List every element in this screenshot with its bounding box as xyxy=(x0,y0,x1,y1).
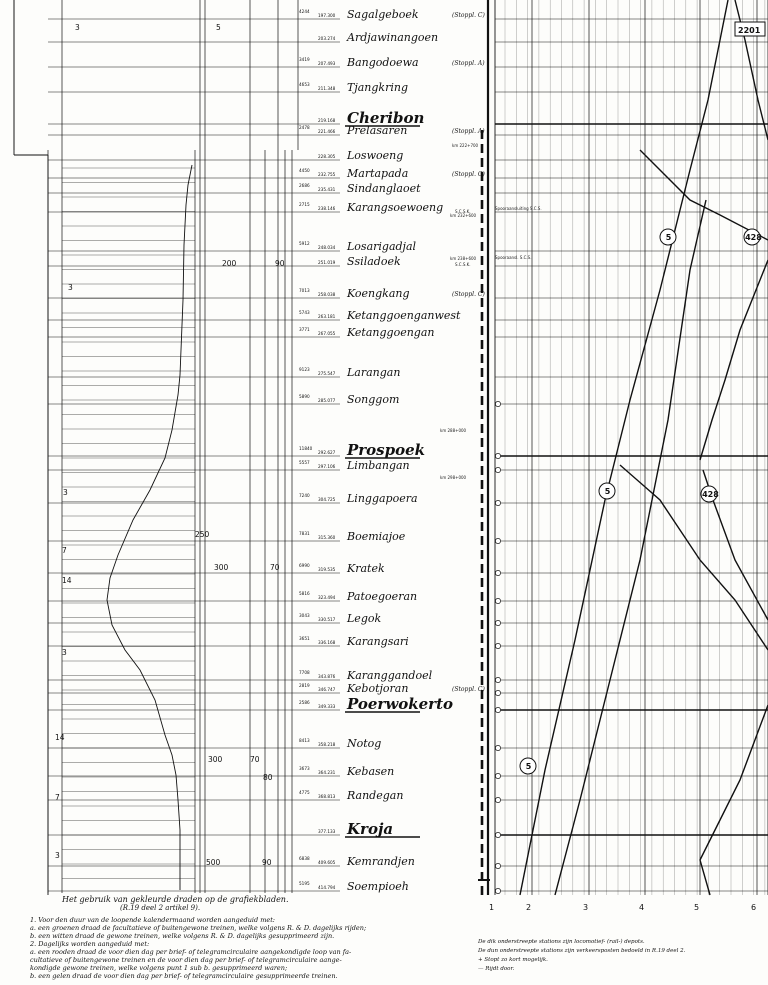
legend-right-line: De dun onderstreepte stations zijn verkeersposten bedoeld in R.19 deel 2. xyxy=(478,948,686,954)
table-value: 70 xyxy=(250,755,260,764)
station-km: 203.274 xyxy=(318,36,336,41)
station-name: Soempioeh xyxy=(347,880,409,893)
station-name: Ssiladoek xyxy=(347,255,401,268)
legend-right xyxy=(478,938,766,974)
station-km: 235.431 xyxy=(318,187,336,192)
gradient-value: 5 xyxy=(216,23,221,32)
station-name: Randegan xyxy=(347,789,404,802)
km-annotation: Spooraansl. S.C.S. xyxy=(495,255,532,260)
station-name: Prelasaren xyxy=(347,124,408,137)
legend-line: cultatieve of buitengewone treinen en de voor dien dag per brief- of telegramcirculaire aange- xyxy=(30,956,342,964)
station-km: 349.333 xyxy=(318,704,336,709)
train-number: 5 xyxy=(604,487,611,496)
station-distance: 7240 xyxy=(299,493,310,498)
train-path xyxy=(735,0,768,140)
train-path xyxy=(620,465,768,650)
time-axis-tick: 5 xyxy=(694,903,700,912)
stop-marker xyxy=(495,797,500,802)
station-distance: 7831 xyxy=(299,531,310,536)
stop-marker xyxy=(495,538,500,543)
station-km: 323.494 xyxy=(318,595,336,600)
time-axis-tick: 6 xyxy=(751,903,757,912)
station-name: Boemiajoe xyxy=(347,530,406,543)
station-distance: 9123 xyxy=(299,367,310,372)
gradient-value: 14 xyxy=(55,733,65,742)
gradient-value: 3 xyxy=(75,23,80,32)
station-distance: 3043 xyxy=(299,613,310,618)
legend-right-line: De dik onderstreepte stations zijn locomotief- (rail-) depots. xyxy=(478,939,645,945)
station-note: (Stoppl. C) xyxy=(452,12,485,19)
elevation-profile-line xyxy=(107,165,192,890)
table-value: 90 xyxy=(262,858,272,867)
station-name: Kratek xyxy=(347,562,385,575)
station-name: Karanggandoel xyxy=(347,669,433,682)
station-name: Legok xyxy=(347,612,382,625)
train-path xyxy=(700,260,768,460)
station-name: Limbangan xyxy=(347,459,410,472)
stop-marker xyxy=(495,598,500,603)
stop-marker xyxy=(495,467,500,472)
station-name: Kebotjoran xyxy=(347,682,409,695)
time-axis-tick: 4 xyxy=(639,903,645,912)
station-distance: 2686 xyxy=(299,183,310,188)
gradient-value: 3 xyxy=(55,851,60,860)
station-km: 197.300 xyxy=(318,13,336,18)
station-km: 330.517 xyxy=(318,617,336,622)
station-distance: 3771 xyxy=(299,327,310,332)
km-annotation: Spooraansluiting S.C.S. xyxy=(495,206,542,211)
table-value: 90 xyxy=(275,259,285,268)
station-note: (Stoppl. A) xyxy=(452,128,485,135)
station-name: Ketanggoenganwest xyxy=(347,309,461,322)
gradient-value: 7 xyxy=(55,793,60,802)
legend-line: 1. Voor den duur van de loopende kalendermaand worden aangeduid met: xyxy=(30,916,276,924)
station-km: 409.605 xyxy=(318,860,336,865)
station-distance: 2478 xyxy=(299,125,310,130)
legend-line: b. een gelen draad de voor dien dag per brief- of telegramcirculaire gesupprimeerde treinen. xyxy=(30,972,338,980)
table-value: 200 xyxy=(222,259,237,268)
station-distance: 2586 xyxy=(299,700,310,705)
station-km: 207.493 xyxy=(318,61,336,66)
train-path xyxy=(520,0,728,895)
station-km: 258.038 xyxy=(318,292,336,297)
stop-marker xyxy=(495,690,500,695)
station-distance: 4244 xyxy=(299,9,310,14)
station-name: Karangsari xyxy=(347,635,409,648)
station-name: Poerwokerto xyxy=(347,695,454,713)
legend-line: a. een groenen draad de facultatieve of buitengewone treinen, welke volgens R. & D. dagelijks rijden; xyxy=(30,924,367,932)
stop-marker xyxy=(495,888,500,893)
legend-line: b. een witten draad de gewone treinen, welke volgens R. & D. dagelijks gesupprimeerd zijn. xyxy=(30,932,335,940)
gradient-value: 3 xyxy=(62,648,67,657)
station-distance: 2715 xyxy=(299,202,310,207)
station-km: 358.218 xyxy=(318,742,336,747)
station-distance: 4653 xyxy=(299,82,310,87)
station-km: 219.168 xyxy=(318,118,336,123)
table-value: 500 xyxy=(206,858,221,867)
km-annotation: km 288+000 xyxy=(440,428,467,433)
station-distance: 5743 xyxy=(299,310,310,315)
legend-line: a. een rooden draad de voor dien dag per brief- of telegramcirculaire aangekondigde loop van fa- xyxy=(30,948,352,956)
station-km: 238.146 xyxy=(318,206,336,211)
station-distance: 5912 xyxy=(299,241,310,246)
stop-marker xyxy=(495,500,500,505)
station-km: 232.755 xyxy=(318,172,336,177)
station-km: 377.133 xyxy=(318,829,336,834)
time-axis-tick: 1 xyxy=(489,903,495,912)
station-name: Prospoek xyxy=(347,441,426,459)
time-axis-tick: 3 xyxy=(583,903,589,912)
train-number: 5 xyxy=(525,762,532,771)
station-name: Cheribon xyxy=(347,109,425,127)
station-km: 368.813 xyxy=(318,794,336,799)
station-km: 346.747 xyxy=(318,687,336,692)
station-distance: 3651 xyxy=(299,636,310,641)
table-value: 250 xyxy=(195,530,210,539)
station-distance: 5890 xyxy=(299,394,310,399)
stop-marker xyxy=(495,570,500,575)
legend xyxy=(30,895,460,980)
station-km: 275.547 xyxy=(318,371,336,376)
station-km: 285.077 xyxy=(318,398,336,403)
station-distance: 8413 xyxy=(299,738,310,743)
gradient-value: 14 xyxy=(62,576,72,585)
station-km: 228.305 xyxy=(318,154,336,159)
station-name: Larangan xyxy=(347,366,401,379)
station-distance: 4450 xyxy=(299,168,310,173)
station-name: Sagalgeboek xyxy=(347,8,419,21)
station-km: 267.055 xyxy=(318,331,336,336)
station-name: Losarigadjal xyxy=(347,240,417,253)
station-km: 414.794 xyxy=(318,885,336,890)
station-distance: 5557 xyxy=(299,460,310,465)
station-name: Bangodoewa xyxy=(347,56,419,69)
station-distance: 11840 xyxy=(299,446,313,451)
station-km: 364.231 xyxy=(318,770,336,775)
station-name: Kemrandjen xyxy=(347,855,415,868)
station-km: 319.535 xyxy=(318,567,336,572)
km-annotation: km 232+600 xyxy=(450,213,477,218)
station-km: 248.034 xyxy=(318,245,336,250)
table-value: 300 xyxy=(214,563,229,572)
km-annotation: S.C.S.K. xyxy=(455,262,471,267)
legend-line: kondigde gewone treinen, welke volgens punt 1 sub b. gesupprimeerd waren; xyxy=(30,964,288,972)
station-note: (Stoppl. C) xyxy=(452,291,485,298)
station-distance: 7013 xyxy=(299,288,310,293)
station-name: Songgom xyxy=(347,393,400,406)
station-distance: 3673 xyxy=(299,766,310,771)
stop-marker xyxy=(495,401,500,406)
station-distance: 5195 xyxy=(299,881,310,886)
stop-marker xyxy=(495,620,500,625)
stop-marker xyxy=(495,832,500,837)
station-distance: 4775 xyxy=(299,790,310,795)
table-value: 70 xyxy=(270,563,280,572)
station-name: Loswoeng xyxy=(347,149,404,162)
station-name: Tjangkring xyxy=(347,81,408,94)
stop-marker xyxy=(495,707,500,712)
gradient-value: 3 xyxy=(68,283,73,292)
station-km: 251.019 xyxy=(318,260,336,265)
station-name: Patoegoeran xyxy=(347,590,418,603)
stop-marker xyxy=(495,745,500,750)
station-name: Kebasen xyxy=(347,765,395,778)
stop-marker xyxy=(495,773,500,778)
km-annotation: km 238+600 xyxy=(450,256,477,261)
station-note: (Stoppl. C) xyxy=(452,171,485,178)
time-axis-tick: 2 xyxy=(526,903,532,912)
station-km: 304.725 xyxy=(318,497,336,502)
station-km: 343.876 xyxy=(318,674,336,679)
station-distance: 6990 xyxy=(299,563,310,568)
legend-title: Het gebruik van gekleurde draden op de grafiekbladen. xyxy=(62,895,289,904)
stop-marker xyxy=(495,677,500,682)
station-name: Kroja xyxy=(347,820,394,838)
km-annotation: S.C.S.K. xyxy=(455,209,471,214)
station-km: 211.348 xyxy=(318,86,336,91)
train-path xyxy=(555,200,706,895)
station-distance: 7708 xyxy=(299,670,310,675)
station-distance: 2819 xyxy=(299,683,310,688)
legend-right-line: — Rijdt door. xyxy=(478,966,515,972)
gradient-value: 3 xyxy=(63,488,68,497)
station-note: (Stoppl. C) xyxy=(452,686,485,693)
station-name: Linggapoera xyxy=(347,492,418,505)
station-name: Ardjawinangoen xyxy=(347,31,439,44)
station-distance: 3419 xyxy=(299,57,310,62)
stop-marker xyxy=(495,643,500,648)
station-km: 297.106 xyxy=(318,464,336,469)
station-km: 263.181 xyxy=(318,314,336,319)
table-value: 300 xyxy=(208,755,223,764)
train-number: 5 xyxy=(665,233,672,242)
station-distance: 6838 xyxy=(299,856,310,861)
legend-subtitle: (R.19 deel 2 artikel 9). xyxy=(120,904,201,912)
legend-right-line: + Stopt zo kort mogelijk. xyxy=(478,957,548,963)
train-path xyxy=(640,150,768,240)
km-annotation: km 298+000 xyxy=(440,475,467,480)
stop-marker xyxy=(495,863,500,868)
station-name: Ketanggoengan xyxy=(347,326,435,339)
station-name: Martapada xyxy=(347,167,409,180)
train-number: 428 xyxy=(745,233,762,242)
station-name: Karangsoewoeng xyxy=(347,201,444,214)
station-km: 292.627 xyxy=(318,450,336,455)
train-number: 428 xyxy=(702,490,719,499)
legend-line: 2. Dagelijks worden aangeduid met: xyxy=(30,940,150,948)
station-name: Notog xyxy=(347,737,382,750)
station-km: 315.360 xyxy=(318,535,336,540)
station-name: Koengkang xyxy=(347,287,410,300)
sheet-number: 2201 xyxy=(738,26,761,35)
station-km: 336.168 xyxy=(318,640,336,645)
table-value: 80 xyxy=(263,773,273,782)
km-annotation: km 222+700 xyxy=(452,143,479,148)
station-km: 221.466 xyxy=(318,129,336,134)
station-name: Sindanglaoet xyxy=(347,182,421,195)
station-note: (Stoppl. A) xyxy=(452,60,485,67)
stop-marker xyxy=(495,453,500,458)
station-distance: 5816 xyxy=(299,591,310,596)
gradient-value: 7 xyxy=(62,546,67,555)
